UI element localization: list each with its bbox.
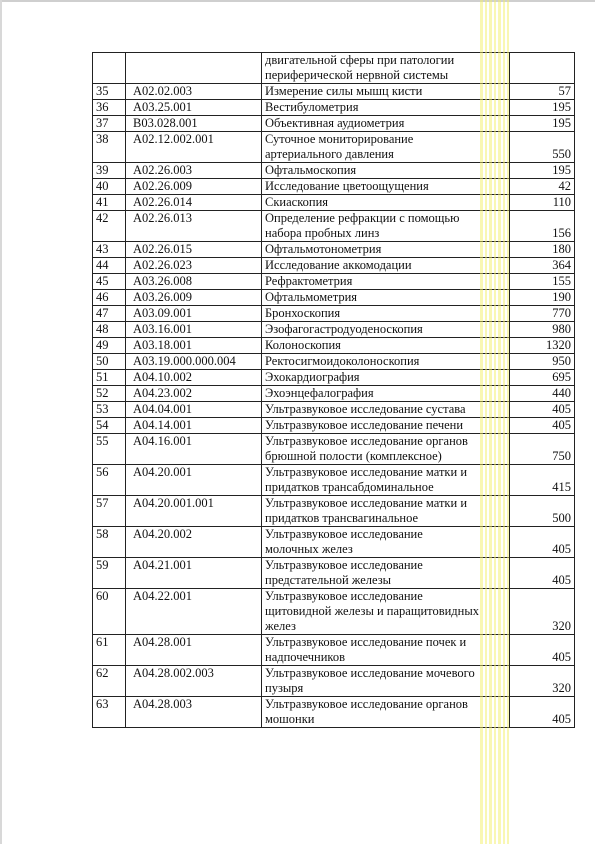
service-name-line: периферической нервной системы [265, 68, 449, 82]
price-cell: 1320 [510, 338, 575, 354]
service-name-line: предстательной железы [265, 573, 392, 587]
price-cell: 500 [510, 496, 575, 527]
row-number-cell: 52 [93, 386, 126, 402]
service-name-cell [262, 132, 510, 163]
service-name-line: надпочечников [265, 650, 345, 664]
highlight-stripe [494, 0, 496, 844]
row-number-cell: 44 [93, 258, 126, 274]
service-code-cell: A03.26.008 [126, 274, 262, 290]
row-number-cell: 38 [93, 132, 126, 163]
service-name-cell [262, 496, 510, 527]
service-name-cell [262, 53, 510, 84]
service-code-cell: A04.20.001 [126, 465, 262, 496]
service-name-line: Суточное мониторирование [265, 132, 414, 146]
service-name-line: молочных желез [265, 542, 353, 556]
service-name-line: набора пробных линз [265, 226, 380, 240]
highlight-stripe [489, 0, 492, 844]
price-cell: 695 [510, 370, 575, 386]
price-cell: 195 [510, 116, 575, 132]
service-name-line: Эхокардиография [265, 370, 360, 384]
service-code-cell: A04.22.001 [126, 589, 262, 635]
row-number-cell: 35 [93, 84, 126, 100]
price-cell: 950 [510, 354, 575, 370]
row-number-cell: 37 [93, 116, 126, 132]
service-code-cell: A03.19.000.000.004 [126, 354, 262, 370]
price-cell: 320 [510, 589, 575, 635]
service-name-line: Ультразвуковое исследование органов [265, 434, 468, 448]
row-number-cell: 63 [93, 697, 126, 728]
service-name-cell [262, 179, 510, 195]
service-code-cell: A02.26.014 [126, 195, 262, 211]
service-code-cell: A04.23.002 [126, 386, 262, 402]
row-number-cell: 57 [93, 496, 126, 527]
row-number-cell: 43 [93, 242, 126, 258]
page-edge-left [0, 0, 2, 844]
service-name-line: Вестибулометрия [265, 100, 359, 114]
row-number-cell: 36 [93, 100, 126, 116]
service-name-line: Ультразвуковое исследование печени [265, 418, 464, 432]
service-code-cell: A04.14.001 [126, 418, 262, 434]
service-name-line: Ультразвуковое исследование матки и [265, 465, 468, 479]
price-cell: 156 [510, 211, 575, 242]
service-name-cell [262, 666, 510, 697]
service-name-line: Ультразвуковое исследование мочевого [265, 666, 475, 680]
price-cell: 405 [510, 527, 575, 558]
row-number-cell: 56 [93, 465, 126, 496]
highlight-stripe [480, 0, 483, 844]
service-name-line: Ультразвуковое исследование [265, 589, 423, 603]
service-code-cell: A02.26.003 [126, 163, 262, 179]
price-cell: 195 [510, 100, 575, 116]
service-name-cell [262, 386, 510, 402]
service-name-line: Офтальмотонометрия [265, 242, 382, 256]
service-name-line: Исследование аккомодации [265, 258, 412, 272]
service-name-line: артериального давления [265, 147, 394, 161]
price-cell: 750 [510, 434, 575, 465]
row-number-cell: 39 [93, 163, 126, 179]
price-cell: 190 [510, 290, 575, 306]
service-code-cell: A04.28.002.003 [126, 666, 262, 697]
service-code-cell: A02.02.003 [126, 84, 262, 100]
service-name-line: Определение рефракции с помощью [265, 211, 460, 225]
price-cell: 180 [510, 242, 575, 258]
service-name-line: желез [265, 619, 296, 633]
service-code-cell: A04.28.001 [126, 635, 262, 666]
price-cell: 155 [510, 274, 575, 290]
service-code-cell: A04.04.001 [126, 402, 262, 418]
service-code-cell: A02.26.023 [126, 258, 262, 274]
row-number-cell [93, 53, 126, 84]
service-code-cell: A02.26.009 [126, 179, 262, 195]
service-name-cell [262, 418, 510, 434]
service-name-line: Ультразвуковое исследование почек и [265, 635, 467, 649]
service-name-line: Измерение силы мышц кисти [265, 84, 423, 98]
row-number-cell: 51 [93, 370, 126, 386]
price-cell: 415 [510, 465, 575, 496]
service-name-cell [262, 322, 510, 338]
service-name-cell [262, 370, 510, 386]
price-cell: 364 [510, 258, 575, 274]
service-name-cell [262, 306, 510, 322]
highlight-stripe [485, 0, 487, 844]
service-name-cell [262, 465, 510, 496]
service-name-line: придатков трансвагинальное [265, 511, 419, 525]
service-name-cell [262, 211, 510, 242]
service-name-cell [262, 242, 510, 258]
highlight-stripe [498, 0, 501, 844]
service-code-cell: A03.18.001 [126, 338, 262, 354]
price-cell: 195 [510, 163, 575, 179]
service-name-cell [262, 354, 510, 370]
service-code-cell: A03.16.001 [126, 322, 262, 338]
service-name-line: Офтальмометрия [265, 290, 358, 304]
row-number-cell: 61 [93, 635, 126, 666]
service-code-cell: B03.028.001 [126, 116, 262, 132]
service-name-line: Ректосигмоидоколоноскопия [265, 354, 420, 368]
service-name-cell [262, 635, 510, 666]
service-name-line: Объективная аудиометрия [265, 116, 405, 130]
service-code-cell: A04.16.001 [126, 434, 262, 465]
service-code-cell: A04.20.001.001 [126, 496, 262, 527]
service-name-line: Скиаскопия [265, 195, 329, 209]
service-name-cell [262, 290, 510, 306]
service-name-line: брюшной полости (комплексное) [265, 449, 442, 463]
row-number-cell: 45 [93, 274, 126, 290]
row-number-cell: 62 [93, 666, 126, 697]
price-cell: 550 [510, 132, 575, 163]
row-number-cell: 53 [93, 402, 126, 418]
service-name-line: двигательной сферы при патологии [265, 53, 455, 67]
price-cell: 405 [510, 402, 575, 418]
service-name-line: придатков трансабдоминальное [265, 480, 434, 494]
price-cell: 980 [510, 322, 575, 338]
service-code-cell: A04.21.001 [126, 558, 262, 589]
service-name-cell [262, 274, 510, 290]
page-edge [0, 0, 595, 2]
service-name-line: Ультразвуковое исследование сустава [265, 402, 466, 416]
service-code-cell: A03.09.001 [126, 306, 262, 322]
row-number-cell: 49 [93, 338, 126, 354]
service-code-cell: A02.26.013 [126, 211, 262, 242]
price-cell: 405 [510, 558, 575, 589]
row-number-cell: 58 [93, 527, 126, 558]
row-number-cell: 48 [93, 322, 126, 338]
service-name-line: Эхоэнцефалография [265, 386, 374, 400]
price-cell: 405 [510, 635, 575, 666]
service-name-cell [262, 589, 510, 635]
service-code-cell: A03.25.001 [126, 100, 262, 116]
service-name-cell [262, 100, 510, 116]
service-name-line: Ультразвуковое исследование [265, 558, 423, 572]
service-name-cell [262, 163, 510, 179]
service-name-line: Рефрактометрия [265, 274, 353, 288]
price-cell: 57 [510, 84, 575, 100]
row-number-cell: 47 [93, 306, 126, 322]
price-cell [510, 53, 575, 84]
price-cell: 42 [510, 179, 575, 195]
row-number-cell: 40 [93, 179, 126, 195]
price-cell: 440 [510, 386, 575, 402]
service-name-line: щитовидной железы и паращитовидных [265, 604, 479, 618]
service-code-cell: A04.28.003 [126, 697, 262, 728]
service-code-cell: A02.12.002.001 [126, 132, 262, 163]
highlight-stripe [503, 0, 505, 844]
service-name-cell [262, 434, 510, 465]
service-name-line: Ультразвуковое исследование органов [265, 697, 468, 711]
service-name-line: Исследование цветоощущения [265, 179, 429, 193]
service-name-line: Ультразвуковое исследование матки и [265, 496, 468, 510]
service-name-cell [262, 338, 510, 354]
row-number-cell: 50 [93, 354, 126, 370]
service-name-cell [262, 697, 510, 728]
service-name-cell [262, 195, 510, 211]
service-name-line: Офтальмоскопия [265, 163, 357, 177]
service-name-cell [262, 258, 510, 274]
service-code-cell: A02.26.015 [126, 242, 262, 258]
service-name-cell [262, 402, 510, 418]
row-number-cell: 55 [93, 434, 126, 465]
price-cell: 770 [510, 306, 575, 322]
price-cell: 110 [510, 195, 575, 211]
highlight-stripe [507, 0, 509, 844]
row-number-cell: 54 [93, 418, 126, 434]
service-name-line: Бронхоскопия [265, 306, 341, 320]
service-name-line: Ультразвуковое исследование [265, 527, 423, 541]
row-number-cell: 46 [93, 290, 126, 306]
service-code-cell: A03.26.009 [126, 290, 262, 306]
row-number-cell: 41 [93, 195, 126, 211]
service-name-line: мошонки [265, 712, 315, 726]
service-code-cell: A04.20.002 [126, 527, 262, 558]
service-name-line: Эзофагогастродуоденоскопия [265, 322, 423, 336]
service-name-cell [262, 558, 510, 589]
service-name-line: Колоноскопия [265, 338, 341, 352]
row-number-cell: 60 [93, 589, 126, 635]
row-number-cell: 42 [93, 211, 126, 242]
row-number-cell: 59 [93, 558, 126, 589]
service-code-cell [126, 53, 262, 84]
price-cell: 405 [510, 418, 575, 434]
service-code-cell: A04.10.002 [126, 370, 262, 386]
service-name-cell [262, 527, 510, 558]
price-cell: 320 [510, 666, 575, 697]
service-name-cell [262, 116, 510, 132]
price-cell: 405 [510, 697, 575, 728]
service-name-line: пузыря [265, 681, 304, 695]
service-name-cell [262, 84, 510, 100]
